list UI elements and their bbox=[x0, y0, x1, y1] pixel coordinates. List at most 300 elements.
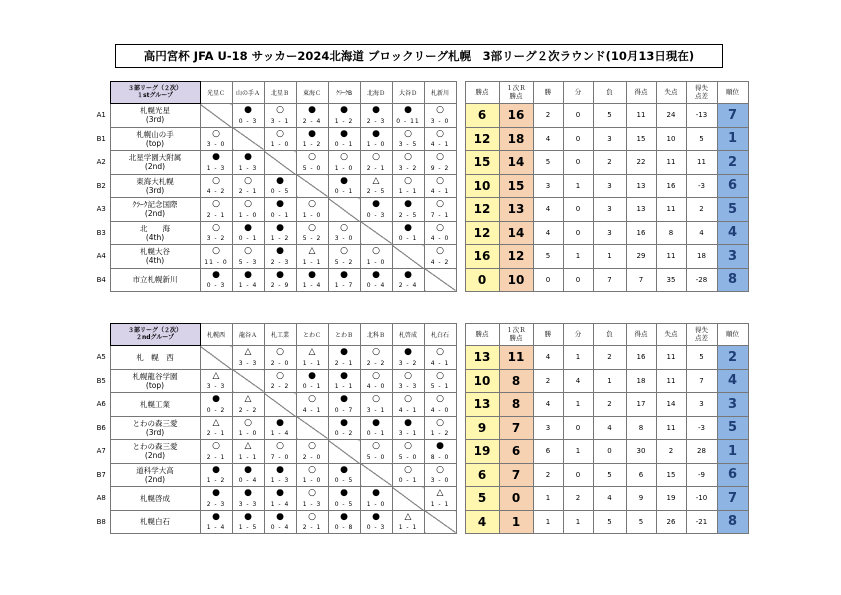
match-score: 2 - 2 bbox=[366, 359, 386, 367]
rank-value: 7 bbox=[717, 104, 748, 128]
rank-value: 1 bbox=[717, 127, 748, 151]
match-result-cell bbox=[328, 416, 360, 440]
result-symbol: ○ bbox=[372, 441, 380, 451]
draws-value: 0 bbox=[563, 221, 593, 245]
goals-for-value: 18 bbox=[626, 369, 656, 393]
points-value: 6 bbox=[465, 463, 499, 487]
column-header-opponent: 大谷Ｄ bbox=[392, 82, 424, 104]
table-row bbox=[93, 440, 748, 464]
match-result-cell bbox=[360, 151, 392, 175]
match-score: 1 - 0 bbox=[302, 477, 322, 484]
draws-value: 0 bbox=[563, 198, 593, 222]
losses-value: 3 bbox=[593, 221, 626, 245]
match-score: 2 - 4 bbox=[302, 117, 322, 125]
table-row bbox=[93, 346, 748, 370]
self-match-cell bbox=[232, 127, 264, 151]
match-result-cell bbox=[264, 369, 296, 393]
match-result-cell bbox=[360, 510, 392, 534]
spacer bbox=[456, 369, 465, 393]
match-result-cell bbox=[200, 174, 232, 198]
team-name: ｸﾗｰｸ記念国際 (2nd) bbox=[110, 198, 200, 222]
goals-for-value: 16 bbox=[626, 346, 656, 370]
match-score: 3 - 0 bbox=[334, 235, 354, 242]
match-result-cell bbox=[296, 127, 328, 151]
match-score: 4 - 1 bbox=[302, 406, 322, 414]
match-result-cell bbox=[296, 487, 328, 511]
points-value: 12 bbox=[465, 221, 499, 245]
match-result-cell bbox=[232, 463, 264, 487]
goal-diff-value: 5 bbox=[686, 127, 717, 151]
match-score: 2 - 3 bbox=[366, 117, 386, 125]
result-symbol: ● bbox=[308, 128, 316, 139]
result-symbol: ● bbox=[212, 152, 220, 162]
match-score: 11 - 0 bbox=[204, 258, 228, 266]
goals-against-value: 2 bbox=[656, 440, 686, 464]
self-match-cell bbox=[232, 369, 264, 393]
win-header: 勝 bbox=[533, 82, 563, 104]
result-symbol: ● bbox=[244, 511, 252, 522]
result-symbol: ○ bbox=[244, 175, 252, 186]
column-header-opponent: 龍谷Ａ bbox=[232, 324, 264, 346]
goal-diff-value: -3 bbox=[686, 174, 717, 198]
match-score: 1 - 0 bbox=[334, 164, 354, 172]
match-score: 0 - 3 bbox=[366, 524, 386, 531]
rank-value: 3 bbox=[717, 393, 748, 417]
match-result-cell bbox=[264, 268, 296, 292]
table-row bbox=[93, 487, 748, 511]
match-score: 0 - 3 bbox=[366, 211, 386, 219]
match-score: 8 - 0 bbox=[430, 453, 450, 461]
goals-for-value: 13 bbox=[626, 198, 656, 222]
result-symbol: ● bbox=[244, 222, 252, 233]
draws-value: 1 bbox=[563, 393, 593, 417]
team-code: A7 bbox=[96, 447, 106, 456]
losses-value: 0 bbox=[593, 440, 626, 464]
match-score: 4 - 2 bbox=[430, 258, 450, 266]
spacer bbox=[456, 510, 465, 534]
match-score: 1 - 0 bbox=[366, 500, 386, 508]
match-score: 2 - 1 bbox=[206, 211, 226, 219]
losses-value: 1 bbox=[593, 369, 626, 393]
losses-value: 1 bbox=[593, 245, 626, 269]
goal-diff-value: 7 bbox=[686, 369, 717, 393]
match-result-cell bbox=[296, 245, 328, 269]
loss-header: 負 bbox=[593, 324, 626, 346]
match-score: 0 - 1 bbox=[334, 188, 354, 195]
result-symbol: ● bbox=[276, 488, 284, 498]
points-value: 13 bbox=[465, 393, 499, 417]
result-symbol: ● bbox=[212, 394, 220, 404]
match-result-cell bbox=[360, 174, 392, 198]
team-name: 札幌光星 (3rd) bbox=[110, 104, 200, 128]
match-score: 2 - 9 bbox=[270, 282, 290, 289]
match-result-cell bbox=[328, 510, 360, 534]
result-symbol: ○ bbox=[404, 152, 412, 162]
match-score: 1 - 3 bbox=[302, 500, 322, 508]
losses-value: 2 bbox=[593, 151, 626, 175]
result-symbol: ○ bbox=[436, 105, 444, 115]
match-score: 3 - 1 bbox=[270, 117, 290, 125]
result-symbol: ● bbox=[372, 105, 380, 115]
match-result-cell bbox=[328, 487, 360, 511]
result-symbol: ○ bbox=[308, 152, 316, 162]
match-result-cell bbox=[264, 510, 296, 534]
match-result-cell bbox=[296, 198, 328, 222]
league-table-group-1 bbox=[93, 81, 749, 292]
self-match-cell bbox=[200, 104, 232, 128]
r1-points-value: 13 bbox=[499, 198, 533, 222]
draws-value: 1 bbox=[563, 346, 593, 370]
match-score: 1 - 0 bbox=[366, 141, 386, 148]
match-result-cell bbox=[392, 463, 424, 487]
team-code: B6 bbox=[96, 423, 106, 432]
match-score: 0 - 3 bbox=[206, 282, 226, 289]
match-result-cell bbox=[296, 393, 328, 417]
team-name: 北星学園大附属 (2nd) bbox=[110, 151, 200, 175]
losses-value: 7 bbox=[593, 268, 626, 292]
match-score: 1 - 4 bbox=[270, 500, 290, 508]
wins-value: 5 bbox=[533, 151, 563, 175]
result-symbol: ● bbox=[372, 488, 380, 498]
spacer bbox=[456, 416, 465, 440]
match-result-cell bbox=[264, 104, 296, 128]
match-score: 5 - 1 bbox=[430, 383, 450, 390]
losses-value: 5 bbox=[593, 510, 626, 534]
draws-value: 1 bbox=[563, 245, 593, 269]
match-result-cell bbox=[392, 198, 424, 222]
wins-value: 4 bbox=[533, 393, 563, 417]
result-symbol: △ bbox=[212, 370, 220, 381]
points-header: 勝点 bbox=[465, 324, 499, 346]
team-name: 北 海 (4th) bbox=[110, 221, 200, 245]
goals-against-value: 19 bbox=[656, 487, 686, 511]
rank-value: 6 bbox=[717, 174, 748, 198]
spacer bbox=[456, 198, 465, 222]
match-result-cell bbox=[392, 510, 424, 534]
match-result-cell bbox=[328, 268, 360, 292]
match-score: 3 - 0 bbox=[206, 141, 226, 148]
result-symbol: ○ bbox=[372, 370, 380, 381]
table-row bbox=[93, 510, 748, 534]
match-score: 5 - 0 bbox=[398, 453, 418, 461]
rank-value: 6 bbox=[717, 463, 748, 487]
match-score: 2 - 2 bbox=[238, 406, 258, 414]
match-result-cell bbox=[424, 440, 456, 464]
result-symbol: ○ bbox=[436, 199, 444, 209]
match-result-cell bbox=[232, 487, 264, 511]
wins-value: 4 bbox=[533, 346, 563, 370]
result-symbol: ○ bbox=[308, 441, 316, 451]
result-symbol: ○ bbox=[404, 175, 412, 186]
result-symbol: ○ bbox=[308, 394, 316, 404]
header-row bbox=[93, 82, 748, 104]
result-symbol: ○ bbox=[436, 152, 444, 162]
table-row bbox=[93, 268, 748, 292]
losses-value: 3 bbox=[593, 198, 626, 222]
points-header: 勝点 bbox=[465, 82, 499, 104]
wins-value: 6 bbox=[533, 440, 563, 464]
corner-cell bbox=[93, 324, 110, 346]
result-symbol: ● bbox=[404, 199, 412, 209]
result-symbol: ○ bbox=[404, 441, 412, 451]
header-row bbox=[93, 324, 748, 346]
result-symbol: ○ bbox=[404, 128, 412, 139]
points-value: 19 bbox=[465, 440, 499, 464]
goals-against-value: 10 bbox=[656, 127, 686, 151]
match-result-cell bbox=[296, 369, 328, 393]
result-symbol: ● bbox=[372, 128, 380, 139]
result-symbol: ○ bbox=[244, 417, 252, 428]
r1-points-value: 14 bbox=[499, 151, 533, 175]
result-symbol: ○ bbox=[436, 246, 444, 256]
result-symbol: ● bbox=[372, 199, 380, 209]
match-score: 2 - 3 bbox=[270, 258, 290, 266]
match-result-cell bbox=[328, 221, 360, 245]
column-header-opponent: 山の手Ａ bbox=[232, 82, 264, 104]
goals-for-value: 13 bbox=[626, 174, 656, 198]
group-label: ３部リーグ（２次） ２ndグループ bbox=[110, 324, 200, 346]
match-result-cell bbox=[264, 174, 296, 198]
match-score: 3 - 0 bbox=[430, 477, 450, 484]
match-result-cell bbox=[424, 151, 456, 175]
result-symbol: ○ bbox=[244, 246, 252, 256]
losses-value: 2 bbox=[593, 346, 626, 370]
column-header-opponent: 札工業 bbox=[264, 324, 296, 346]
wins-value: 5 bbox=[533, 245, 563, 269]
match-score: 0 - 1 bbox=[302, 383, 322, 390]
spacer bbox=[456, 346, 465, 370]
goals-against-value: 14 bbox=[656, 393, 686, 417]
spacer bbox=[456, 324, 465, 346]
table-row bbox=[93, 127, 748, 151]
r1-points-value: 6 bbox=[499, 440, 533, 464]
win-header: 勝 bbox=[533, 324, 563, 346]
result-symbol: ○ bbox=[436, 128, 444, 139]
spacer bbox=[456, 463, 465, 487]
goal-diff-value: -21 bbox=[686, 510, 717, 534]
match-result-cell bbox=[264, 221, 296, 245]
match-result-cell bbox=[328, 369, 360, 393]
result-symbol: ● bbox=[276, 511, 284, 522]
match-result-cell bbox=[328, 127, 360, 151]
column-header-opponent: とわＣ bbox=[296, 324, 328, 346]
rank-header: 順位 bbox=[717, 82, 748, 104]
team-code: A2 bbox=[96, 158, 106, 167]
result-symbol: ○ bbox=[404, 464, 412, 475]
match-score: 2 - 1 bbox=[238, 188, 258, 195]
draws-value: 1 bbox=[563, 510, 593, 534]
match-score: 1 - 0 bbox=[238, 211, 258, 219]
match-score: 1 - 1 bbox=[238, 453, 258, 461]
league-table-group-2 bbox=[93, 323, 749, 534]
match-result-cell bbox=[392, 174, 424, 198]
wins-value: 4 bbox=[533, 221, 563, 245]
match-result-cell bbox=[424, 463, 456, 487]
team-code: A4 bbox=[96, 252, 106, 261]
match-score: 1 - 3 bbox=[206, 164, 226, 172]
match-result-cell bbox=[232, 268, 264, 292]
goal-diff-header: 得失 点差 bbox=[686, 82, 717, 104]
match-result-cell bbox=[424, 127, 456, 151]
team-name: 札幌大谷 (4th) bbox=[110, 245, 200, 269]
result-symbol: ○ bbox=[372, 347, 380, 357]
team-name: 札幌啓成 bbox=[110, 487, 200, 511]
result-symbol: ● bbox=[276, 175, 284, 186]
r1-points-value: 8 bbox=[499, 369, 533, 393]
goals-against-value: 8 bbox=[656, 221, 686, 245]
match-result-cell bbox=[232, 151, 264, 175]
result-symbol: ● bbox=[340, 511, 348, 522]
spacer bbox=[456, 440, 465, 464]
goal-diff-value: -3 bbox=[686, 416, 717, 440]
team-name: とわの森三愛 (3rd) bbox=[110, 416, 200, 440]
points-value: 15 bbox=[465, 151, 499, 175]
rank-value: 1 bbox=[717, 440, 748, 464]
points-value: 10 bbox=[465, 174, 499, 198]
team-code: A1 bbox=[96, 111, 106, 120]
points-value: 6 bbox=[465, 104, 499, 128]
goals-for-header: 得点 bbox=[626, 82, 656, 104]
result-symbol: ○ bbox=[212, 246, 220, 256]
self-match-cell bbox=[424, 268, 456, 292]
result-symbol: ● bbox=[244, 269, 252, 280]
match-result-cell bbox=[200, 268, 232, 292]
match-score: 0 - 1 bbox=[334, 141, 354, 148]
match-score: 1 - 0 bbox=[302, 211, 322, 219]
result-symbol: ● bbox=[244, 152, 252, 162]
column-header-opponent: 札新川 bbox=[424, 82, 456, 104]
match-result-cell bbox=[392, 221, 424, 245]
spacer bbox=[456, 104, 465, 128]
table-row bbox=[93, 104, 748, 128]
match-score: 3 - 2 bbox=[398, 359, 418, 367]
match-score: 4 - 1 bbox=[430, 359, 450, 367]
result-symbol: △ bbox=[244, 441, 252, 451]
goals-for-value: 29 bbox=[626, 245, 656, 269]
match-result-cell bbox=[200, 245, 232, 269]
losses-value: 3 bbox=[593, 127, 626, 151]
goals-against-value: 26 bbox=[656, 510, 686, 534]
self-match-cell bbox=[264, 393, 296, 417]
result-symbol: ○ bbox=[340, 222, 348, 233]
team-code: B1 bbox=[96, 134, 106, 143]
spacer bbox=[456, 127, 465, 151]
match-score: 1 - 1 bbox=[430, 500, 450, 508]
rank-value: 8 bbox=[717, 268, 748, 292]
match-score: 3 - 1 bbox=[366, 406, 386, 414]
match-score: 4 - 1 bbox=[430, 188, 450, 195]
team-code: A6 bbox=[96, 400, 106, 409]
match-result-cell bbox=[296, 104, 328, 128]
match-score: 1 - 0 bbox=[270, 141, 290, 148]
result-symbol: ○ bbox=[436, 464, 444, 475]
result-symbol: ○ bbox=[308, 511, 316, 522]
draws-value: 0 bbox=[563, 104, 593, 128]
column-header-opponent: 札白石 bbox=[424, 324, 456, 346]
spacer bbox=[456, 82, 465, 104]
wins-value: 3 bbox=[533, 174, 563, 198]
match-score: 7 - 1 bbox=[430, 211, 450, 219]
goals-for-value: 8 bbox=[626, 416, 656, 440]
table-row bbox=[93, 393, 748, 417]
rank-value: 4 bbox=[717, 221, 748, 245]
column-header-opponent: 北星Ｂ bbox=[264, 82, 296, 104]
wins-value: 2 bbox=[533, 463, 563, 487]
result-symbol: ○ bbox=[212, 199, 220, 209]
match-result-cell bbox=[296, 463, 328, 487]
losses-value: 4 bbox=[593, 487, 626, 511]
goals-against-value: 11 bbox=[656, 245, 686, 269]
draws-value: 1 bbox=[563, 174, 593, 198]
match-result-cell bbox=[232, 393, 264, 417]
match-score: 1 - 3 bbox=[238, 164, 258, 172]
table-row bbox=[93, 245, 748, 269]
team-name: とわの森三愛 (2nd) bbox=[110, 440, 200, 464]
match-score: 3 - 1 bbox=[398, 430, 418, 437]
r1-points-value: 0 bbox=[499, 487, 533, 511]
match-result-cell bbox=[328, 245, 360, 269]
match-result-cell bbox=[424, 369, 456, 393]
match-score: 1 - 2 bbox=[430, 430, 450, 437]
r1-points-value: 10 bbox=[499, 268, 533, 292]
match-score: 0 - 1 bbox=[366, 430, 386, 437]
match-score: 5 - 2 bbox=[334, 258, 354, 266]
result-symbol: △ bbox=[244, 347, 252, 357]
team-name: 市立札幌新川 bbox=[110, 268, 200, 292]
match-result-cell bbox=[200, 151, 232, 175]
goals-for-value: 15 bbox=[626, 127, 656, 151]
result-symbol: ● bbox=[308, 269, 316, 280]
match-result-cell bbox=[392, 104, 424, 128]
match-result-cell bbox=[424, 487, 456, 511]
match-score: 5 - 2 bbox=[302, 235, 322, 242]
result-symbol: ● bbox=[340, 105, 348, 115]
goals-against-header: 失点 bbox=[656, 324, 686, 346]
match-result-cell bbox=[328, 463, 360, 487]
match-result-cell bbox=[296, 346, 328, 370]
draws-value: 0 bbox=[563, 416, 593, 440]
goals-against-value: 11 bbox=[656, 346, 686, 370]
result-symbol: ○ bbox=[340, 152, 348, 162]
match-result-cell bbox=[328, 393, 360, 417]
match-score: 2 - 1 bbox=[206, 430, 226, 437]
result-symbol: ● bbox=[340, 370, 348, 381]
wins-value: 4 bbox=[533, 198, 563, 222]
corner-cell bbox=[93, 82, 110, 104]
self-match-cell bbox=[328, 440, 360, 464]
result-symbol: ○ bbox=[212, 222, 220, 233]
match-result-cell bbox=[360, 416, 392, 440]
self-match-cell bbox=[392, 245, 424, 269]
match-score: 3 - 0 bbox=[430, 117, 450, 125]
r1-points-value: 11 bbox=[499, 346, 533, 370]
match-score: 0 - 8 bbox=[334, 524, 354, 531]
self-match-cell bbox=[200, 346, 232, 370]
match-score: 1 - 2 bbox=[334, 117, 354, 125]
goal-diff-value: 18 bbox=[686, 245, 717, 269]
goals-against-value: 16 bbox=[656, 174, 686, 198]
match-score: 1 - 4 bbox=[238, 282, 258, 289]
goals-for-value: 17 bbox=[626, 393, 656, 417]
match-score: 0 - 4 bbox=[270, 524, 290, 531]
table-row bbox=[93, 151, 748, 175]
team-name: 札幌山の手 (top) bbox=[110, 127, 200, 151]
column-header-opponent: ｸﾗｰｸB bbox=[328, 82, 360, 104]
rank-value: 8 bbox=[717, 510, 748, 534]
self-match-cell bbox=[296, 174, 328, 198]
match-score: 1 - 2 bbox=[206, 477, 226, 484]
wins-value: 3 bbox=[533, 416, 563, 440]
